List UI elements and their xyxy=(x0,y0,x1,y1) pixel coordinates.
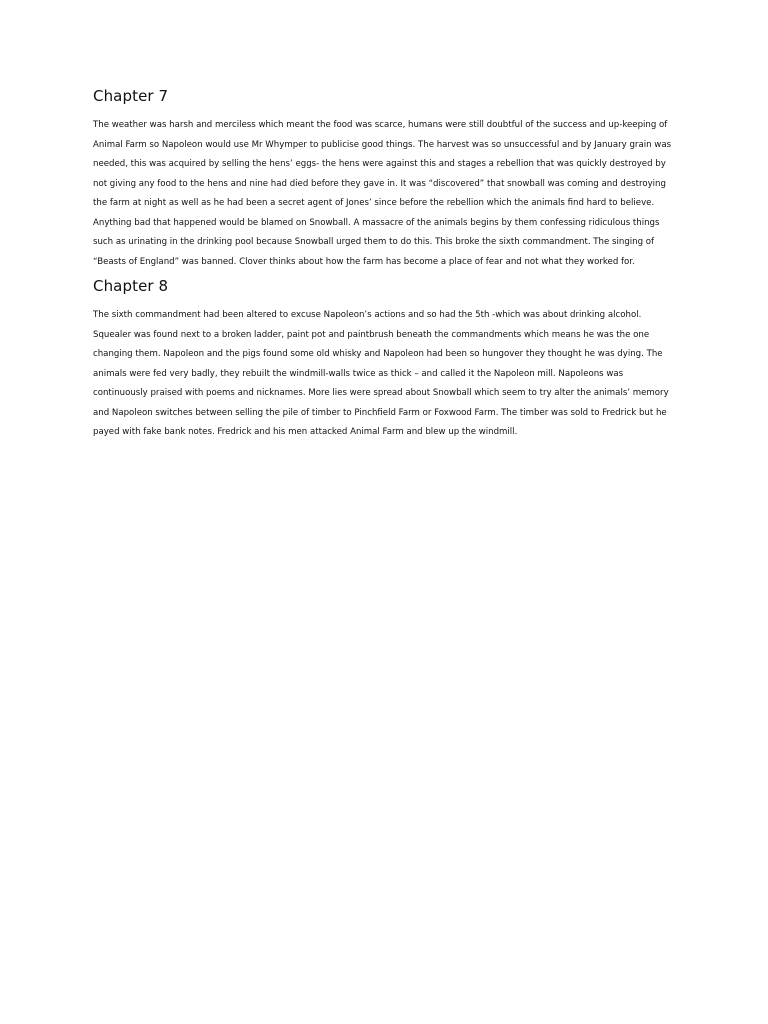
chapter-7-section xyxy=(93,85,678,272)
chapter-7-paragraph: The weather was harsh and merciless which meant the food was scarce, humans were still doubtful of the success and up-keeping of Animal Farm so Napoleon would use Mr Whymper to publicise good things. The harvest was so unsuccessful and by January grain was needed, this was acquired by selling the hens’ eggs- the hens were against this and stages a rebellion that was quickly destroyed by not giving any food to the hens and nine had died before they gave in. It was “discovered” that snowball was coming and destroying the farm at night as well as he had been a secret agent of Jones’ since before the rebellion which the animals find hard to believe. Anything bad that happened would be blamed on Snowball. A massacre of the animals begins by them confessing ridiculous things such as urinating in the drinking pool because Snowball urged them to do this. This broke the sixth commandment. The singing of “Beasts of England” was banned. Clover thinks about how the farm has become a place of fear and not what they worked for. xyxy=(93,120,672,267)
chapter-8-section xyxy=(93,275,678,443)
chapter-8-paragraph: The sixth commandment had been altered to excuse Napoleon’s actions and so had the 5th -which was about drinking alcohol. Squealer was found next to a broken ladder, paint pot and paintbrush beneath the commandments which means he was the one changing them. Napoleon and the pigs found some old whisky and Napoleon had been so hungover they thought he was dying. The animals were fed very badly, they rebuilt the windmill-walls twice as thick – and called it the Napoleon mill. Napoleons was continuously praised with poems and nicknames. More lies were spread about Snowball which seem to try alter the animals’ memory and Napoleon switches between selling the pile of timber to Pinchfield Farm or Foxwood Farm. The timber was sold to Fredrick but he payed with fake bank notes. Fredrick and his men attacked Animal Farm and blew up the windmill. xyxy=(93,310,669,437)
chapter-7-heading: Chapter 7 xyxy=(93,87,169,105)
chapter-8-heading: Chapter 8 xyxy=(93,277,169,295)
document-content xyxy=(93,85,678,445)
